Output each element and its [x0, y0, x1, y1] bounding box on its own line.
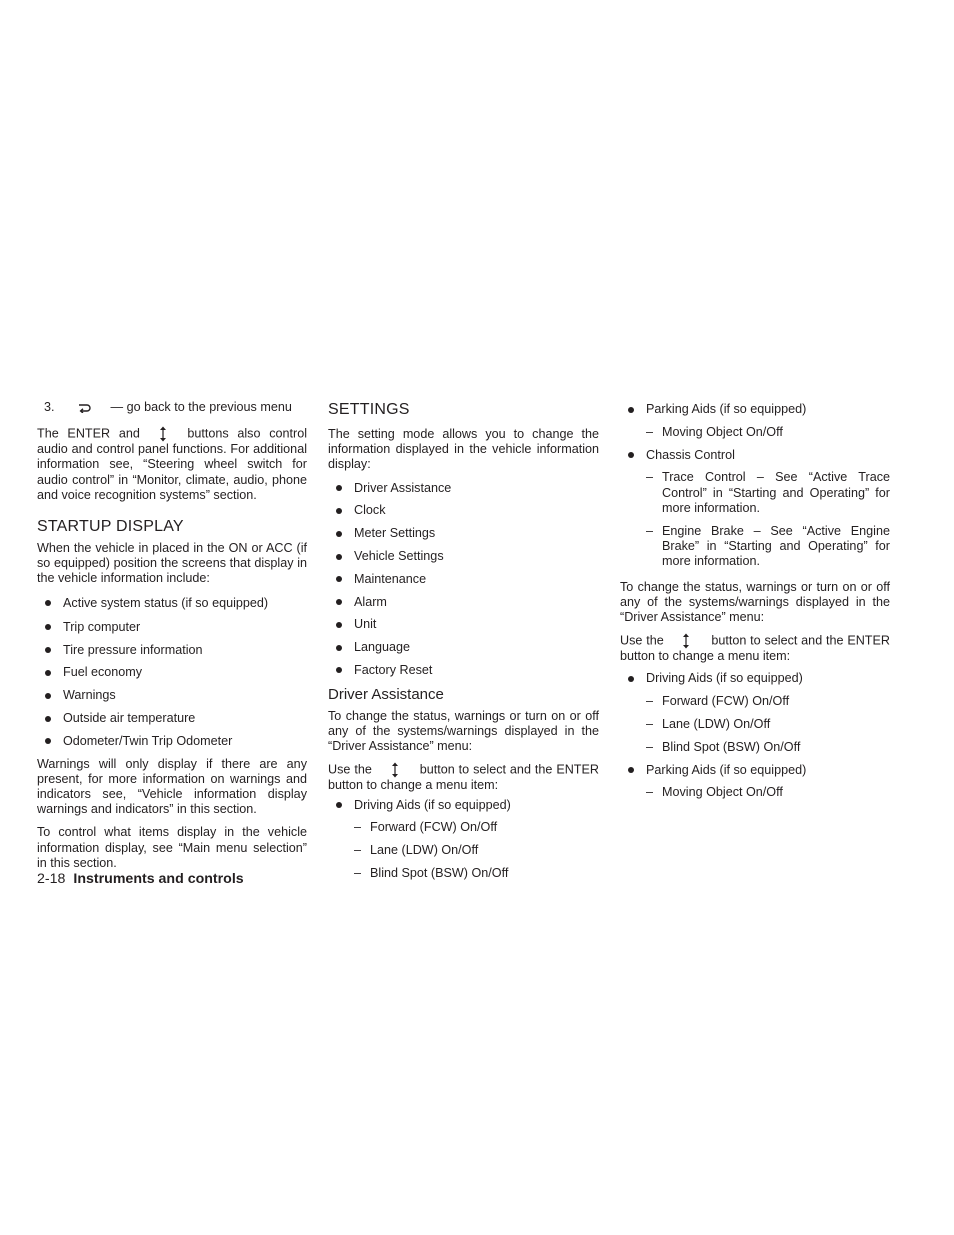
- settings-intro: The setting mode allows you to change the information displayed in the vehicle information display:: [328, 427, 599, 472]
- dash-item: – Lane (LDW) On/Off: [646, 717, 771, 732]
- heading-settings: SETTINGS: [328, 401, 410, 418]
- list-item: Warnings: [37, 688, 307, 703]
- list-item: Clock: [328, 503, 599, 518]
- item-text: — go back to the previous menu: [110, 400, 292, 414]
- list-item: Driver Assistance: [328, 481, 599, 496]
- use-part-b: button to select and the ENTER button to change a menu item:: [328, 762, 599, 793]
- dash-item-text: Forward (FCW) On/Off: [662, 694, 790, 709]
- dash-item-text: Blind Spot (BSW) On/Off: [662, 739, 801, 754]
- list-item: Fuel economy: [37, 665, 307, 680]
- back-arrow-icon: [78, 403, 92, 413]
- dash-item-text: Moving Object On/Off: [662, 424, 783, 439]
- use-part-a: Use the: [620, 633, 664, 648]
- list-item: Factory Reset: [328, 663, 599, 678]
- dash-item: – Moving Object On/Off: [646, 785, 783, 800]
- up-down-arrow-icon: [376, 762, 416, 778]
- list-item: Tire pressure information: [37, 643, 307, 658]
- control-paragraph: To control what items display in the vehicle information display, see “Main menu selection” in this section.: [37, 825, 307, 870]
- list-item: Odometer/Twin Trip Odometer: [37, 734, 307, 749]
- numbered-item-3: [37, 400, 307, 415]
- list-item: Parking Aids (if so equipped): [620, 402, 890, 417]
- dash-item-text: Blind Spot (BSW) On/Off: [370, 865, 509, 880]
- startup-intro: When the vehicle in placed in the ON or ACC (if so equipped) position the screens that display in the vehicle information include:: [37, 541, 307, 586]
- dash-item: – Blind Spot (BSW) On/Off: [646, 739, 801, 754]
- column-left: [37, 400, 307, 879]
- page-number: 2-18: [37, 871, 66, 887]
- dash-item-text: Lane (LDW) On/Off: [662, 717, 771, 732]
- list-item: Driving Aids (if so equipped): [620, 671, 890, 686]
- settings-bullet-list: [328, 481, 599, 679]
- driver-assistance-paragraph: To change the status, warnings or turn on or off any of the systems/warnings displayed in the “Driver Assistance” menu:: [620, 579, 890, 625]
- list-item: Active system status (if so equipped): [37, 596, 307, 611]
- driver-assistance-paragraph: To change the status, warnings or turn on or off any of the systems/warnings displayed in the “Driver Assistance” menu:: [328, 708, 599, 754]
- dash-item: – Forward (FCW) On/Off: [646, 694, 790, 709]
- list-item: Outside air temperature: [37, 711, 307, 726]
- use-part-a: Use the: [328, 762, 372, 777]
- dash-item: – Forward (FCW) On/Off: [354, 820, 498, 835]
- list-item: Vehicle Settings: [328, 549, 599, 564]
- up-down-arrow-icon: [668, 633, 708, 649]
- heading-startup-display: STARTUP DISPLAY: [37, 518, 184, 536]
- paragraph-enter-buttons: [37, 426, 307, 503]
- dash-item: – Trace Control – See “Active Trace Control” in “Starting and Operating” for more information.: [646, 470, 890, 515]
- subheading-driver-assistance: Driver Assistance: [328, 685, 444, 703]
- list-item: Maintenance: [328, 572, 599, 587]
- driver-assistance-list: [328, 798, 599, 882]
- startup-bullet-list: [37, 596, 307, 749]
- list-item: Alarm: [328, 595, 599, 610]
- dash-item-text: Engine Brake – See “Active Engine Brake” in “Starting and Operating” for more information.: [662, 524, 890, 569]
- paragraph-part-b: buttons also control audio and control panel functions. For additional information see, “Steering wheel switch for audio control” in “Monitor, climate, audio, phone and voice recognition systems” section.: [37, 426, 307, 502]
- use-button-paragraph: [328, 762, 599, 793]
- list-item: Unit: [328, 617, 599, 632]
- list-item: Driving Aids (if so equipped): [328, 798, 599, 813]
- column-middle: [328, 400, 599, 889]
- list-item: Chassis Control: [620, 448, 890, 463]
- use-button-paragraph: [620, 633, 890, 664]
- paragraph-part-a: The ENTER and: [37, 426, 140, 441]
- dash-item-text: Moving Object On/Off: [662, 785, 783, 800]
- settings-continued-list: [620, 402, 890, 570]
- dash-item-text: Forward (FCW) On/Off: [370, 820, 498, 835]
- dash-item-text: Trace Control – See “Active Trace Control” in “Starting and Operating” for more information.: [662, 470, 890, 515]
- item-number: 3.: [44, 400, 55, 414]
- driver-assistance-list: [620, 671, 890, 800]
- column-right: [620, 402, 890, 808]
- dash-item: – Lane (LDW) On/Off: [354, 843, 479, 858]
- list-item: Language: [328, 640, 599, 655]
- page-footer: [37, 871, 244, 888]
- list-item: Trip computer: [37, 620, 307, 635]
- dash-item: – Blind Spot (BSW) On/Off: [354, 865, 509, 880]
- section-title: Instruments and controls: [73, 871, 244, 887]
- warnings-paragraph: Warnings will only display if there are any present, for more information on warnings and indicators see, “Vehicle information display warnings and indicators” in this section.: [37, 756, 307, 817]
- dash-item: – Engine Brake – See “Active Engine Brake” in “Starting and Operating” for more information.: [646, 524, 890, 569]
- dash-item: – Moving Object On/Off: [646, 424, 783, 439]
- use-part-b: button to select and the ENTER button to change a menu item:: [620, 633, 890, 664]
- up-down-arrow-icon: [149, 426, 179, 442]
- dash-item-text: Lane (LDW) On/Off: [370, 843, 479, 858]
- list-item: Parking Aids (if so equipped): [620, 763, 890, 778]
- list-item: Meter Settings: [328, 526, 599, 541]
